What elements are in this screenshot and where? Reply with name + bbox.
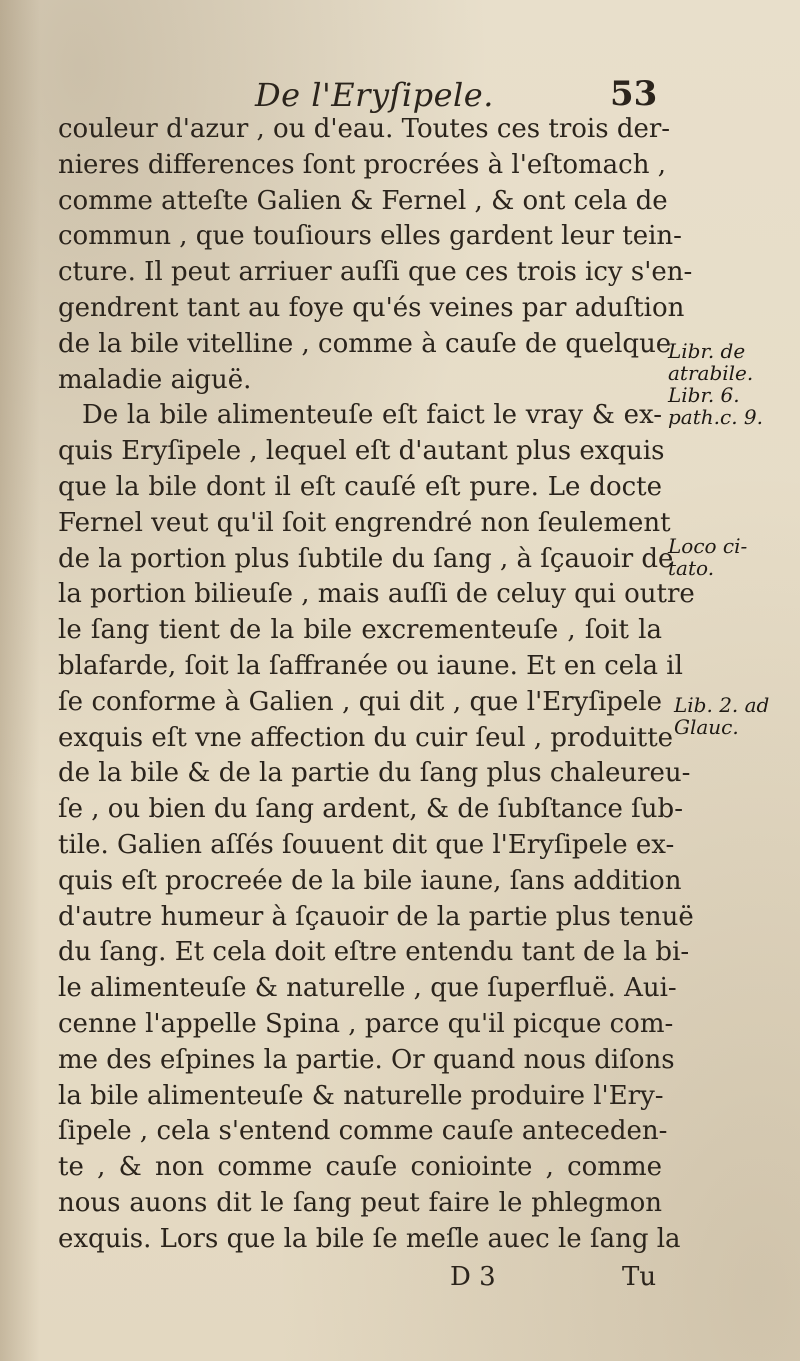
margin-note-line: tato. <box>668 556 715 580</box>
margin-note-line: atrabile. <box>668 361 754 385</box>
running-title: De l'Eryſipele. <box>255 76 494 114</box>
catchword: Tu <box>622 1262 657 1292</box>
text-line: de la bile & de la partie du ſang plus chaleureu- <box>58 758 691 789</box>
text-line: la bile alimenteuſe & naturelle produire l'Ery- <box>58 1080 664 1111</box>
text-line: ſe , ou bien du ſang ardent, & de ſubſtance ſub- <box>58 794 683 825</box>
margin-note-line: path.c. 9. <box>668 405 763 429</box>
text-line: la portion bilieuſe , mais auſſi de celuy qui outre <box>58 579 695 610</box>
margin-note-line: Loco ci- <box>668 534 748 558</box>
margin-note-line: Glauc. <box>674 715 739 739</box>
text-line: blafarde, ſoit la ſaffranée ou iaune. Et en cela il <box>58 650 683 681</box>
text-line: que la bile dont il eſt cauſé eſt pure. Le docte <box>58 471 662 502</box>
text-line: le ſang tient de la bile excrementeuſe , ſoit la <box>58 615 662 646</box>
text-line: ſipele , cela s'entend comme cauſe anteceden- <box>58 1116 668 1147</box>
text-line: exquis eſt vne affection du cuir ſeul , produitte <box>58 722 674 753</box>
text-line: tile. Galien aſſés ſouuent dit que l'Eryſipele ex- <box>58 829 675 860</box>
text-line: gendrent tant au foye qu'és veines par aduſtion <box>58 292 685 323</box>
page-header <box>255 66 675 116</box>
text-line: du ſang. Et cela doit eſtre entendu tant de la bi- <box>58 937 690 968</box>
text-line: exquis. Lors que la bile ſe meſle auec le ſang la <box>58 1223 681 1254</box>
margin-note-reference <box>674 694 769 738</box>
text-line: maladie aiguë. <box>58 364 252 395</box>
text-line: me des eſpines la partie. Or quand nous diſons <box>58 1044 675 1075</box>
text-line: quis Eryſipele , lequel eſt d'autant plus exquis <box>58 436 665 467</box>
text-line: couleur d'azur , ou d'eau. Toutes ces trois der- <box>58 114 671 144</box>
text-line: comme atteſte Galien & Fernel , & ont cela de <box>58 185 668 216</box>
text-line: te , & non comme cauſe coniointe , comme <box>58 1152 662 1183</box>
text-line: cenne l'appelle Spina , parce qu'il picque com- <box>58 1008 674 1039</box>
text-line: nieres differences ſont procrées à l'eſtomach , <box>58 149 666 180</box>
text-line: quis eſt procreée de la bile iaune, ſans addition <box>58 865 682 896</box>
text-line: de la bile vitelline , comme à cauſe de quelque <box>58 328 672 359</box>
page-gutter-shadow <box>0 0 40 1361</box>
margin-note-reference <box>668 535 747 579</box>
paragraph-start-line: De la bile alimenteuſe eſt faict le vray & ex- <box>82 400 662 431</box>
text-line: commun , que touſiours elles gardent leur tein- <box>58 221 682 252</box>
signature-mark: D 3 <box>450 1262 496 1292</box>
margin-note-line: Libr. de <box>668 339 746 363</box>
page-number: 53 <box>610 74 658 114</box>
text-line: Fernel veut qu'il ſoit engrendré non ſeulement <box>58 507 671 538</box>
text-line: d'autre humeur à ſçauoir de la partie plus tenuë <box>58 901 694 932</box>
margin-note-reference <box>668 340 763 428</box>
text-line: le alimenteuſe & naturelle , que ſuperfluë. Aui- <box>58 973 677 1004</box>
page-footer <box>440 1262 680 1302</box>
margin-note-line: Lib. 2. ad <box>674 693 770 717</box>
margin-note-line: Libr. 6. <box>668 383 740 407</box>
text-line: cture. Il peut arriuer auſſi que ces trois icy s'en- <box>58 257 693 288</box>
text-line: ſe conforme à Galien , qui dit , que l'Eryſipele <box>58 686 662 717</box>
text-line: nous auons dit le ſang peut faire le phlegmon <box>58 1187 662 1218</box>
text-line: de la portion plus ſubtile du ſang , à ſçauoir de <box>58 543 674 574</box>
